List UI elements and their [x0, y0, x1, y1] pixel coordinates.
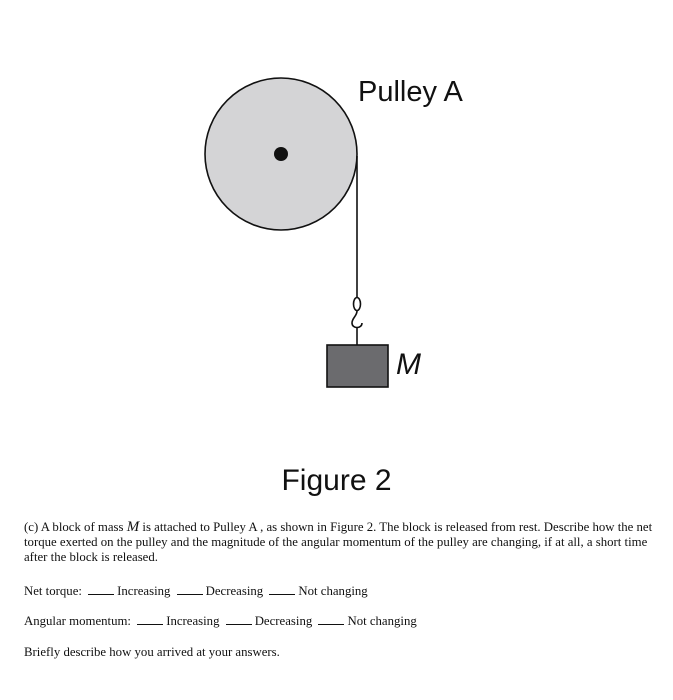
net-torque-blank-increasing[interactable] [88, 584, 114, 595]
net-torque-option-not-changing: Not changing [298, 584, 368, 598]
mass-label: M [396, 348, 421, 381]
net-torque-label: Net torque: [24, 584, 82, 598]
angular-momentum-option-not-changing: Not changing [347, 614, 417, 628]
angular-momentum-blank-decreasing[interactable] [226, 614, 252, 625]
net-torque-blank-decreasing[interactable] [177, 584, 203, 595]
net-torque-blank-not-changing[interactable] [269, 584, 295, 595]
net-torque-row [24, 584, 368, 599]
angular-momentum-row [24, 614, 417, 629]
pulley-label: Pulley A [358, 76, 463, 108]
net-torque-option-decreasing: Decreasing [205, 584, 264, 598]
angular-momentum-label: Angular momentum: [24, 614, 131, 628]
figure-caption: Figure 2 [281, 464, 392, 497]
angular-momentum-option-decreasing: Decreasing [254, 614, 313, 628]
net-torque-option-increasing: Increasing [117, 584, 171, 598]
block-mass [327, 345, 388, 387]
mass-variable: M [126, 519, 140, 535]
question-part: (c) A block of mass [24, 520, 124, 534]
angular-momentum-blank-increasing[interactable] [137, 614, 163, 625]
question-body: is attached to Pulley A , as shown in Figure 2. The block is released from rest. Describe how the net torque exerted on the pulley and the magnitude of the angular momentum of the pulley are changing, if at all, a short time after the block is released. [24, 520, 653, 564]
pulley-axle [274, 147, 288, 161]
angular-momentum-blank-not-changing[interactable] [318, 614, 344, 625]
describe-prompt: Briefly describe how you arrived at your answers. [24, 645, 280, 659]
question-text [24, 520, 660, 565]
angular-momentum-option-increasing: Increasing [166, 614, 220, 628]
hook [352, 298, 362, 346]
